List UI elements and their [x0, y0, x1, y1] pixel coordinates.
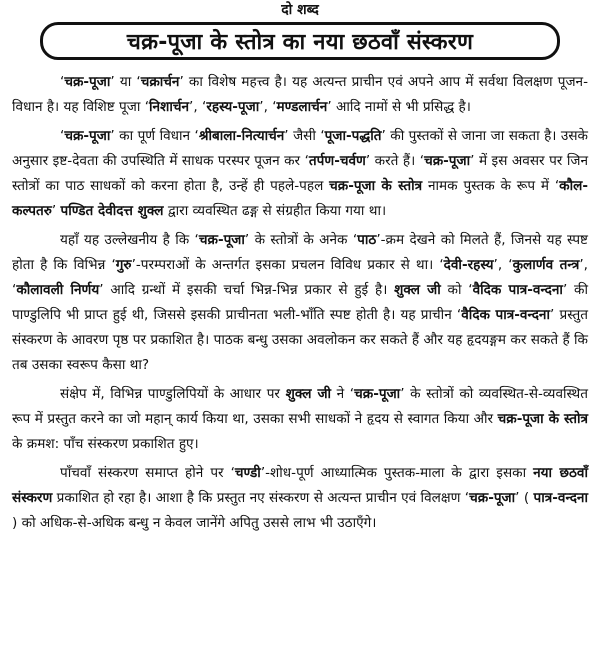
text-run: ’ जैसी ‘: [284, 128, 325, 144]
text-run: ’, ‘: [259, 99, 277, 115]
text-run: पाँचवाँ संस्करण समाप्त होने पर ‘: [60, 465, 235, 481]
text-run: द्वारा व्यवस्थित ढङ्ग से संग्रहीत किया गया था।: [163, 203, 387, 219]
emphasized-text: चक्र-पूजा: [424, 153, 471, 169]
text-run: ’ का पूर्ण विधान ‘: [110, 128, 199, 144]
emphasized-text: वैदिक पात्र-वन्दना: [461, 307, 550, 323]
paragraph-2: [12, 124, 588, 224]
text-run: यहाँ यह उल्लेखनीय है कि ‘: [60, 232, 199, 248]
text-run: ’: [51, 203, 61, 219]
text-run: ने ‘: [331, 386, 355, 402]
body-text: [12, 70, 588, 536]
emphasized-text: शुक्ल जी: [394, 282, 441, 298]
text-run: ’ के स्तोत्रों को व्यवस्थित-से-व्यवस्थित रूप में प्रस्तुत करने का जो महान् कार्य किया था, उसका सभी साधकों ने हृदय से स्वागत किया और: [12, 386, 588, 427]
text-run: ’ का विशेष महत्त्व है। यह अत्यन्त प्राचीन एवं अपने आप में सर्वथा विलक्षण पूजन-विधान है। यह विशिष्ट पूजा ‘: [12, 74, 588, 115]
emphasized-text: वैदिक पात्र-वन्दना: [472, 282, 563, 298]
emphasized-text: कुलार्णव तन्त्र: [512, 257, 580, 273]
text-run: ’ की पाण्डुलिपि भी प्राप्त हुई थी, जिससे इसकी प्राचीनता भली-भाँति स्पष्ट होती है। यह प्राचीन ‘: [12, 282, 588, 323]
text-run: ’ में इस अवसर पर जिन स्तोत्रों का पाठ साधकों को करना होता है, उन्हें ही पहले-पहल: [12, 153, 588, 194]
emphasized-text: मण्डलार्चन: [276, 99, 328, 115]
title-frame: [40, 22, 560, 60]
emphasized-text: चण्डी: [234, 465, 261, 481]
emphasized-text: कौलावली निर्णय: [16, 282, 100, 298]
emphasized-text: रहस्य-पूजा: [206, 99, 260, 115]
text-run: ’ आदि नामों से भी प्रसिद्ध है।: [327, 99, 471, 115]
emphasized-text: चक्र-पूजा: [469, 490, 516, 506]
page-title: चक्र-पूजा के स्तोत्र का नया छठवाँ संस्करण: [126, 30, 474, 55]
text-run: ’-शोध-पूर्ण आध्यात्मिक पुस्तक-माला के द्वारा इसका: [260, 465, 534, 481]
text-run: ’ करते हैं। ‘: [365, 153, 425, 169]
emphasized-text: चक्र-पूजा: [198, 232, 245, 248]
paragraph-1: [12, 70, 588, 120]
paragraph-3: [12, 228, 588, 378]
paragraph-4: [12, 382, 588, 457]
emphasized-text: पात्र-वन्दना: [533, 490, 588, 506]
text-run: ‘: [60, 74, 65, 90]
text-run: ’, ‘: [12, 257, 588, 298]
text-run: ’-परम्पराओं के अन्तर्गत इसका प्रचलन विविध प्रकार से था। ‘: [131, 257, 444, 273]
emphasized-text: चक्र-पूजा: [64, 128, 111, 144]
emphasized-text: गुरु: [115, 257, 132, 273]
emphasized-text: निशार्चन: [149, 99, 190, 115]
emphasized-text: शुक्ल जी: [285, 386, 332, 402]
text-run: ’ प्रस्तुत संस्करण के आवरण पृष्ठ पर प्रकाशित है। पाठक बन्धु उसका अवलोकन कर सकते हैं और यह हृदयङ्गम कर सकते हैं कि तब उसका स्वरूप कैसा था?: [12, 307, 588, 373]
text-run: ’-क्रम देखने को मिलते हैं, जिनसे यह स्पष्ट होता है कि विभिन्न ‘: [12, 232, 588, 273]
emphasized-text: पण्डित देवीदत्त शुक्ल: [60, 203, 164, 219]
text-run: ’ या ‘: [110, 74, 141, 90]
emphasized-text: चक्र-पूजा: [354, 386, 401, 402]
text-run: ’, ‘: [493, 257, 513, 273]
text-run: ‘: [60, 128, 65, 144]
text-run: संक्षेप में, विभिन्न पाण्डुलिपियों के आधार पर: [60, 386, 286, 402]
emphasized-text: कौल-कल्पतरु: [12, 178, 588, 219]
section-label: दो शब्द: [281, 2, 319, 18]
emphasized-text: चक्र-पूजा: [64, 74, 111, 90]
paragraph-5: [12, 461, 588, 536]
text-run: प्रकाशित हो रहा है। आशा है कि प्रस्तुत नए संस्करण से अत्यन्त प्राचीन एवं विलक्षण ‘: [52, 490, 470, 506]
text-run: ’ आदि ग्रन्थों में इसकी चर्चा भिन्न-भिन्न प्रकार से हुई है।: [99, 282, 395, 298]
emphasized-text: चक्र-पूजा के स्तोत्र: [497, 411, 589, 427]
emphasized-text: चक्र-पूजा के स्तोत्र: [329, 178, 423, 194]
text-run: के क्रमश: पाँच संस्करण प्रकाशित हुए।: [12, 436, 199, 452]
text-run: ’, ‘: [189, 99, 207, 115]
text-run: ’ (: [515, 490, 534, 506]
text-run: ’ के स्तोत्रों के अनेक ‘: [244, 232, 358, 248]
emphasized-text: तर्पण-चर्वण: [308, 153, 366, 169]
text-run: ) को अधिक-से-अधिक बन्धु न केवल जानेंगे अपितु उससे लाभ भी उठाएँगे।: [12, 515, 377, 531]
emphasized-text: चक्रार्चन: [140, 74, 180, 90]
emphasized-text: देवी-रहस्य: [443, 257, 494, 273]
emphasized-text: पाठ: [357, 232, 377, 248]
text-run: ’ की पुस्तकों से जाना जा सकता है। उसके अनुसार इष्ट-देवता की उपस्थिति में साधक परस्पर पूजन कर ‘: [12, 128, 588, 169]
emphasized-text: श्रीबाला-नित्यार्चन: [198, 128, 285, 144]
text-run: को ‘: [440, 282, 473, 298]
emphasized-text: नया छठवाँ संस्करण: [12, 465, 588, 506]
emphasized-text: पूजा-पद्धति: [324, 128, 382, 144]
text-run: नामक पुस्तक के रूप में ‘: [422, 178, 560, 194]
